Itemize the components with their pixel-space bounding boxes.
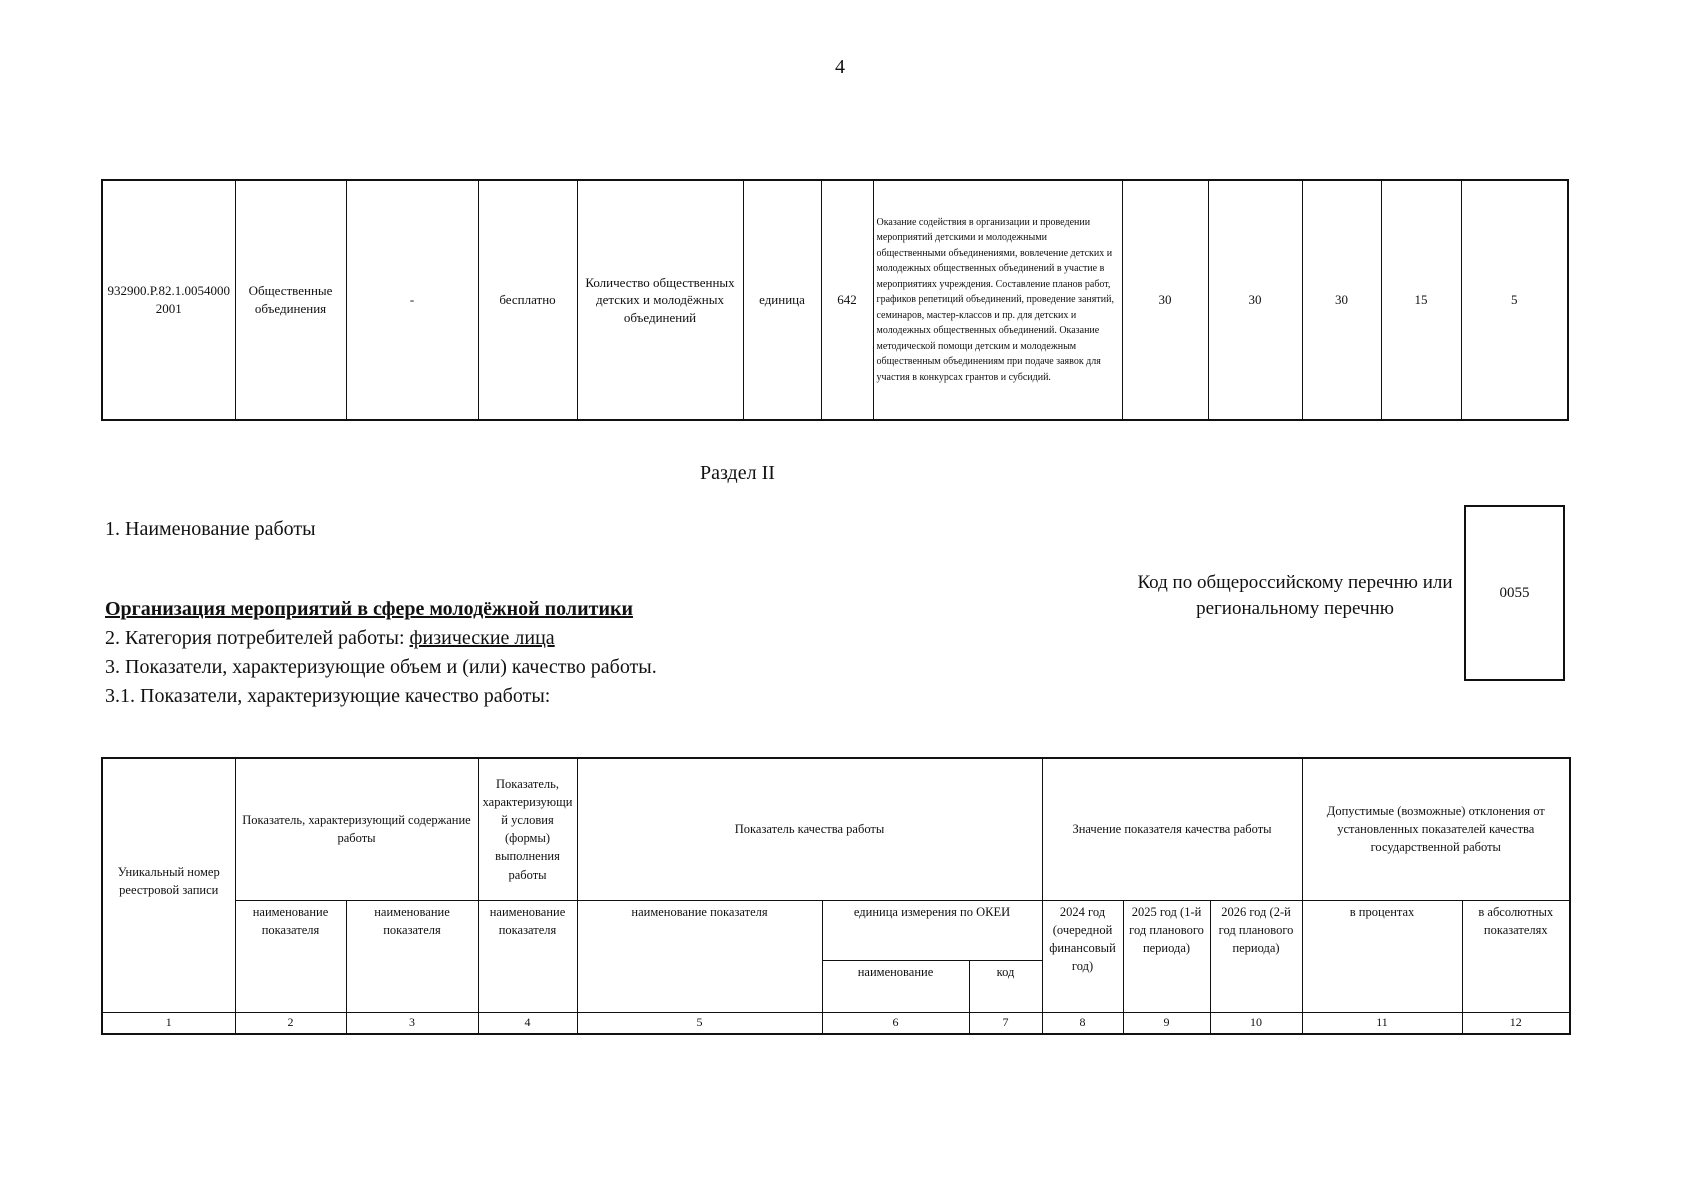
header-quality-indicator-name: наименование показателя	[577, 900, 822, 1012]
quality-indicators-table	[101, 757, 1571, 1035]
header-unit-code: код	[969, 960, 1042, 1012]
value-2025-cell: 30	[1208, 180, 1302, 420]
column-number: 11	[1302, 1012, 1462, 1034]
table-row	[102, 180, 1568, 420]
header-percent: в процентах	[1302, 900, 1462, 1012]
column-number: 10	[1210, 1012, 1302, 1034]
column-number: 7	[969, 1012, 1042, 1034]
header-value: Значение показателя качества работы	[1042, 758, 1302, 900]
header-condition: Показатель, характеризующий условия (формы) выполнения работы	[478, 758, 577, 900]
header-2024: 2024 год (очередной финансовый год)	[1042, 900, 1123, 1012]
header-registry: Уникальный номер реестровой записи	[102, 758, 235, 1012]
volume-indicators-table	[101, 179, 1569, 421]
column-number: 2	[235, 1012, 346, 1034]
registry-code-label: Код по общероссийскому перечню или региональному перечню	[1137, 572, 1453, 619]
registry-number-cell: 932900.Р.82.1.00540002001	[102, 180, 235, 420]
value-2026-cell: 30	[1302, 180, 1381, 420]
column-number: 1	[102, 1012, 235, 1034]
quality-indicators-line: 3.1. Показатели, характеризующие качество работы:	[105, 685, 551, 707]
unit-code-cell: 642	[821, 180, 873, 420]
column-number: 6	[822, 1012, 969, 1034]
deviation-percent-cell: 15	[1381, 180, 1461, 420]
header-2025: 2025 год (1-й год планового периода)	[1123, 900, 1210, 1012]
column-numbers-row	[102, 1012, 1570, 1034]
header-indicator-name-1: наименование показателя	[235, 900, 346, 1012]
work-title: Организация мероприятий в сфере молодёжной политики	[105, 598, 634, 620]
header-absolute: в абсолютных показателях	[1462, 900, 1570, 1012]
column-number: 3	[346, 1012, 478, 1034]
header-indicator-name-3: наименование показателя	[478, 900, 577, 1012]
header-unit: единица измерения по ОКЕИ	[822, 900, 1042, 960]
consumers-line	[105, 627, 555, 650]
registry-code-value: 0055	[1499, 585, 1530, 601]
column-number: 9	[1123, 1012, 1210, 1034]
header-indicator-name-2: наименование показателя	[346, 900, 478, 1012]
header-row	[102, 758, 1570, 900]
column-number: 5	[577, 1012, 822, 1034]
header-deviation: Допустимые (возможные) отклонения от установленных показателей качества государственной работы	[1302, 758, 1570, 900]
description-cell: Оказание содействия в организации и проведении мероприятий детскими и молодежными общественными объединениями, вовлечение детских и молодежных общественных объединений в участие в мероприятиях учреждения. Составление планов работ, графиков репетиций объединений, проведение занятий, семинаров, мастер-классов и пр. для детских и молодежных общественных объединений. Оказание методической помощи детским и молодежным общественным объединениям при подаче заявок для участия в конкурсах грантов и субсидий.	[873, 180, 1122, 420]
section-title: Раздел II	[700, 462, 775, 484]
condition-cell: бесплатно	[478, 180, 577, 420]
consumers-value: физические лица	[409, 627, 555, 649]
header-content: Показатель, характеризующий содержание работы	[235, 758, 478, 900]
header-unit-name: наименование	[822, 960, 969, 1012]
column-number: 8	[1042, 1012, 1123, 1034]
header-quality: Показатель качества работы	[577, 758, 1042, 900]
page-number: 4	[835, 56, 845, 78]
header-2026: 2026 год (2-й год планового периода)	[1210, 900, 1302, 1012]
consumers-label: 2. Категория потребителей работы:	[105, 627, 410, 649]
unit-cell: единица	[743, 180, 821, 420]
content-cell: Общественные объединения	[235, 180, 346, 420]
column-number: 4	[478, 1012, 577, 1034]
content2-cell: -	[346, 180, 478, 420]
indicator-name-cell: Количество общественных детских и молодёжных объединений	[577, 180, 743, 420]
deviation-abs-cell: 5	[1461, 180, 1568, 420]
work-name-label: 1. Наименование работы	[105, 518, 316, 540]
column-number: 12	[1462, 1012, 1570, 1034]
registry-code-box	[1464, 505, 1565, 681]
indicators-line: 3. Показатели, характеризующие объем и (или) качество работы.	[105, 656, 657, 678]
value-2024-cell: 30	[1122, 180, 1208, 420]
header-row	[102, 900, 1570, 960]
